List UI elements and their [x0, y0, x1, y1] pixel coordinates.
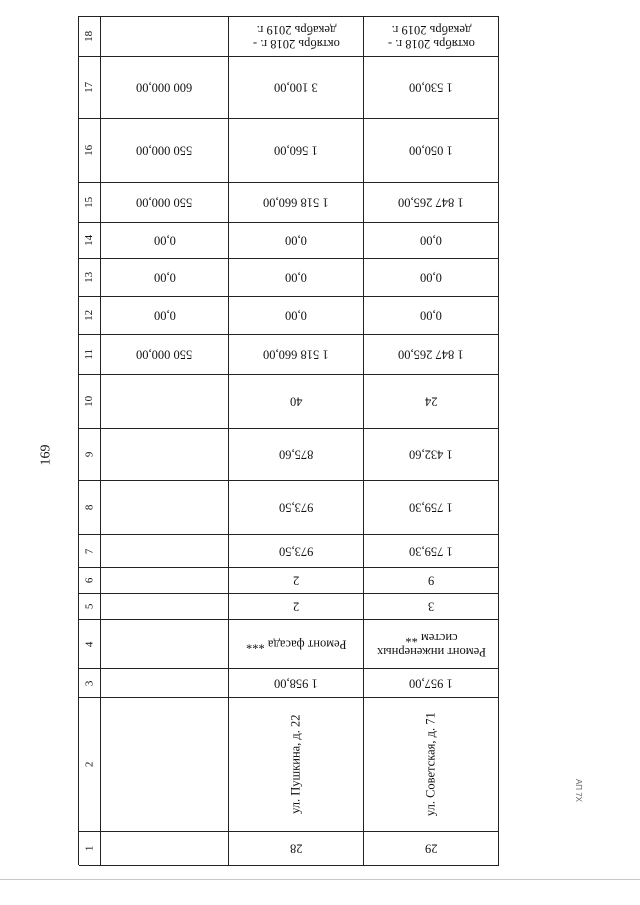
table-cell-header-col6 — [79, 568, 101, 594]
table-cell-total-col15 — [101, 183, 229, 223]
table-cell-row-28-col5 — [229, 594, 364, 620]
table-cell-header-col11 — [79, 335, 101, 375]
table-cell-total-col4 — [101, 620, 229, 669]
table-cell-row-28-col12 — [229, 297, 364, 335]
cell-text: 0,00 — [285, 233, 307, 248]
table-cell-header-col4 — [79, 620, 101, 669]
cell-text: 9 — [427, 573, 435, 588]
cell-text: 24 — [424, 394, 438, 409]
cell-text: 1 — [83, 845, 96, 852]
table-cell-total-col9 — [101, 429, 229, 481]
table-cell-header-col2 — [79, 698, 101, 832]
cell-text: ул. Советская, д. 71 — [423, 712, 438, 817]
table-cell-header-col10 — [79, 375, 101, 429]
cell-text: 1 759,30 — [409, 544, 453, 559]
cell-text: Ремонт фасада *** — [245, 637, 347, 652]
table-cell-row-28-col3 — [229, 669, 364, 698]
table-cell-row-29-col10 — [364, 375, 499, 429]
cell-text: 0,00 — [420, 233, 442, 248]
cell-text: 0,00 — [420, 270, 442, 285]
cell-text: октябрь 2018 г. - декабрь 2019 г. — [252, 22, 340, 51]
cell-text: 1 847 265,00 — [398, 195, 464, 210]
page-number — [36, 440, 56, 470]
cell-text: 3 — [83, 680, 96, 686]
cell-text: 973,50 — [278, 500, 314, 515]
table-cell-total-col3 — [101, 669, 229, 698]
table-cell-row-29-col12 — [364, 297, 499, 335]
cell-text: 973,50 — [278, 544, 314, 559]
cell-text: 2 — [292, 599, 300, 614]
cell-text: 0,00 — [153, 308, 176, 323]
cell-text: 1 958,00 — [274, 676, 318, 691]
cell-text: 18 — [83, 30, 96, 42]
table-cell-row-29-col14 — [364, 223, 499, 259]
cell-text: 1 759,30 — [409, 500, 453, 515]
cell-text: 3 100,00 — [274, 80, 318, 95]
table-cell-row-29-col15 — [364, 183, 499, 223]
table-cell-total-col7 — [101, 535, 229, 568]
cell-text: 6 — [83, 577, 96, 584]
table-cell-row-28-col4 — [229, 620, 364, 669]
table-cell-total-col11 — [101, 335, 229, 375]
cell-text: 600 000,00 — [136, 80, 193, 95]
table-cell-row-29-col7 — [364, 535, 499, 568]
cell-text: 1 050,00 — [409, 143, 453, 158]
cell-text: 13 — [83, 271, 96, 283]
table-cell-header-col13 — [79, 259, 101, 297]
cell-text: 7 — [83, 548, 96, 554]
table-cell-row-28-col8 — [229, 481, 364, 535]
cell-text: 8 — [83, 504, 96, 511]
table-cell-row-29-col16 — [364, 119, 499, 183]
table-cell-total-col10 — [101, 375, 229, 429]
table-cell-row-28-col9 — [229, 429, 364, 481]
cell-text: 16 — [83, 144, 96, 156]
table-cell-total-col12 — [101, 297, 229, 335]
cell-text: 1 847 265,00 — [398, 347, 464, 362]
table-cell-row-28-col17 — [229, 57, 364, 119]
cell-text: 1 530,00 — [409, 80, 453, 95]
cell-text: 0,00 — [420, 308, 442, 323]
table-cell-header-col7 — [79, 535, 101, 568]
cell-text: 2 — [292, 573, 300, 588]
table-cell-row-29-col8 — [364, 481, 499, 535]
cell-text: ул. Пушкина, д. 22 — [288, 714, 303, 815]
cell-text: 550 000,00 — [136, 195, 193, 210]
cell-text: 12 — [83, 309, 96, 321]
cell-text: 1 432,60 — [409, 447, 453, 462]
cell-text: 5 — [83, 603, 96, 610]
table-cell-row-28-col7 — [229, 535, 364, 568]
table-cell-row-28-col10 — [229, 375, 364, 429]
cell-text: 17 — [83, 81, 96, 93]
table-cell-header-col15 — [79, 183, 101, 223]
table-cell-header-col9 — [79, 429, 101, 481]
cell-text: 4 — [83, 641, 96, 647]
table-cell-header-col3 — [79, 669, 101, 698]
cell-text: 15 — [83, 196, 96, 208]
table-cell-row-28-col18 — [229, 17, 364, 57]
table-cell-header-col18 — [79, 17, 101, 57]
cell-text: 0,00 — [285, 308, 307, 323]
cell-text: 875,60 — [278, 447, 314, 462]
cell-text: 2 — [83, 761, 96, 768]
table-cell-total-col8 — [101, 481, 229, 535]
cell-text: 550 000,00 — [136, 347, 193, 362]
table-cell-row-29-col4 — [364, 620, 499, 669]
table-cell-row-29-col18 — [364, 17, 499, 57]
table-cell-total-col13 — [101, 259, 229, 297]
cell-text: 29 — [424, 841, 438, 856]
cell-text: 1 518 660,00 — [263, 195, 329, 210]
table-cell-total-col5 — [101, 594, 229, 620]
table-cell-row-29-col1 — [364, 832, 499, 866]
cell-text: 550 000,00 — [136, 143, 193, 158]
table-cell-row-28-col13 — [229, 259, 364, 297]
table-cell-row-28-col14 — [229, 223, 364, 259]
table-cell-row-28-col16 — [229, 119, 364, 183]
table-cell-row-29-col6 — [364, 568, 499, 594]
cell-text: Ремонт инженерных систем ** — [376, 630, 486, 659]
table-cell-row-29-col3 — [364, 669, 499, 698]
cell-text: 9 — [83, 451, 96, 458]
table-cell-header-col16 — [79, 119, 101, 183]
rotated-table — [78, 16, 498, 864]
cell-text: 10 — [83, 395, 96, 407]
archive-stamp-text: АП 7Х — [573, 778, 583, 802]
table-cell-row-28-col2 — [229, 698, 364, 832]
cell-text: 14 — [83, 234, 96, 246]
table-cell-row-28-col6 — [229, 568, 364, 594]
cell-text: 28 — [289, 841, 303, 856]
cell-text: 0,00 — [285, 270, 307, 285]
table-cell-row-28-col15 — [229, 183, 364, 223]
cell-text: 1 518 660,00 — [263, 347, 329, 362]
cell-text: 3 — [427, 599, 435, 614]
cell-text: октябрь 2018 г. - декабрь 2019 г. — [387, 22, 475, 51]
table-cell-row-29-col5 — [364, 594, 499, 620]
table-cell-row-28-col11 — [229, 335, 364, 375]
table-cell-header-col8 — [79, 481, 101, 535]
cell-text: 0,00 — [153, 270, 176, 285]
table-cell-total-col17 — [101, 57, 229, 119]
table-cell-header-col12 — [79, 297, 101, 335]
table-cell-total-col14 — [101, 223, 229, 259]
table-cell-total-col1 — [101, 832, 229, 866]
table-cell-row-29-col13 — [364, 259, 499, 297]
archive-stamp — [568, 770, 588, 810]
cell-text: 11 — [83, 349, 96, 360]
bottom-divider — [0, 879, 640, 880]
cell-text: 0,00 — [153, 233, 176, 248]
table-cell-header-col14 — [79, 223, 101, 259]
table-cell-total-col2 — [101, 698, 229, 832]
table-cell-header-col17 — [79, 57, 101, 119]
table-cell-total-col6 — [101, 568, 229, 594]
cell-text: 1 560,00 — [274, 143, 318, 158]
page-number-text: 169 — [38, 444, 53, 466]
table-cell-header-col5 — [79, 594, 101, 620]
cell-text: 1 957,00 — [409, 676, 453, 691]
table-cell-header-col1 — [79, 832, 101, 866]
table-cell-row-29-col9 — [364, 429, 499, 481]
table-grid — [78, 16, 499, 865]
table-cell-row-29-col11 — [364, 335, 499, 375]
table-cell-total-col18 — [101, 17, 229, 57]
cell-text: 40 — [289, 394, 303, 409]
table-cell-total-col16 — [101, 119, 229, 183]
table-cell-row-29-col2 — [364, 698, 499, 832]
table-cell-row-28-col1 — [229, 832, 364, 866]
table-cell-row-29-col17 — [364, 57, 499, 119]
